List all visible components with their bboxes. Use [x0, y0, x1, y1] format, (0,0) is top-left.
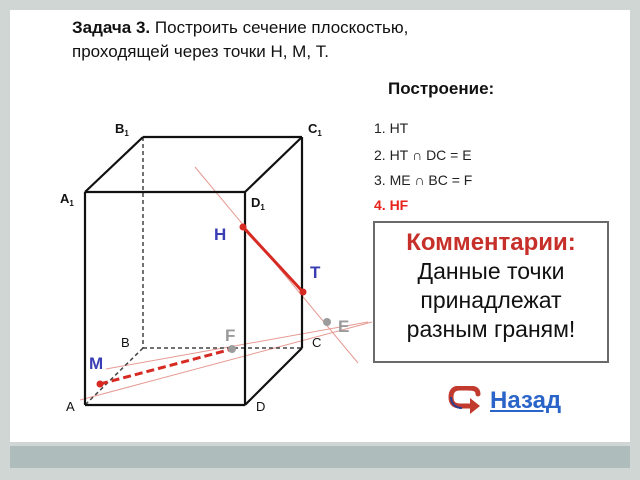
- comment-line1: Данные точки: [417, 258, 565, 284]
- point-f-marker: [228, 345, 236, 353]
- vertex-b1-label: $B_1$: [115, 121, 129, 138]
- point-m-label: M: [89, 354, 104, 373]
- vertex-b-label: B: [121, 335, 130, 350]
- step-4: 4. HF: [374, 197, 409, 213]
- point-f-label: F: [225, 326, 236, 345]
- task-line2: проходящей через точки Н, М, Т.: [72, 42, 330, 61]
- vertex-a1-label: $A_1$: [60, 191, 74, 208]
- step-1: 1. НТ: [374, 120, 409, 136]
- vertex-c-label: C: [312, 335, 322, 350]
- point-m-marker: [97, 381, 104, 388]
- point-e-label: E: [338, 317, 350, 336]
- point-h-marker: [240, 224, 247, 231]
- vertex-d-label: D: [256, 399, 266, 414]
- point-t-label: T: [310, 263, 321, 282]
- step-3: 3. МЕ ∩ BC = F: [374, 172, 473, 188]
- vertex-a-label: A: [66, 399, 75, 414]
- u-turn-arrow-icon[interactable]: [448, 386, 484, 416]
- back-label[interactable]: Назад: [490, 387, 562, 414]
- task-title: Задача 3.: [72, 18, 151, 37]
- construction-title: Построение:: [388, 79, 495, 98]
- segment-ht: [243, 227, 303, 292]
- hidden-edges: [85, 137, 302, 405]
- vertex-c1-label: $C_1$: [308, 121, 322, 138]
- comment-title: Комментарии:: [406, 229, 576, 256]
- back-button[interactable]: [448, 386, 561, 416]
- task-line1: Построить сечение плоскостью,: [154, 18, 409, 37]
- comment-box: [373, 221, 609, 363]
- point-t-marker: [300, 289, 307, 296]
- line-ef-extension: [106, 322, 368, 369]
- point-e-marker: [323, 318, 331, 326]
- visible-edges: [85, 137, 302, 405]
- step-2: 2. НТ ∩ DC = E: [374, 147, 472, 163]
- comment-line2: принадлежат: [420, 287, 562, 313]
- comment-line3: разным граням!: [406, 316, 576, 342]
- point-h-label: H: [214, 225, 227, 244]
- vertex-d1-label: $D_1$: [251, 195, 265, 212]
